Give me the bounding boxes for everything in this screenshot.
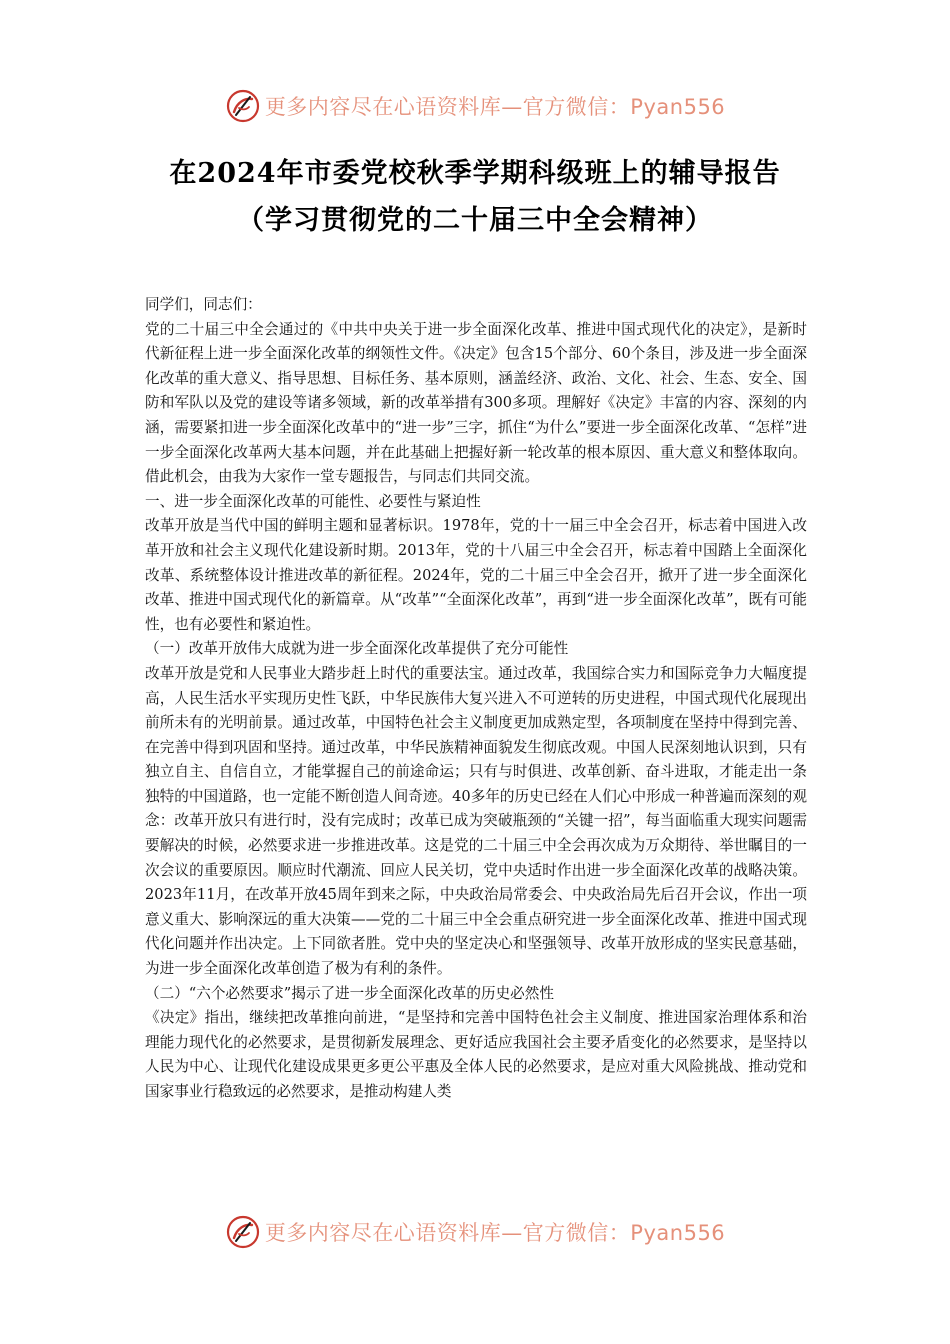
document-body: [145, 293, 807, 1105]
title-main: 在2024年市委党校秋季学期科级班上的辅导报告: [169, 158, 781, 189]
subsection-heading-2: （二）“六个必然要求”揭示了进一步全面深化改革的历史必然性: [145, 984, 554, 1002]
paragraph-six-requirements: 《决定》指出，继续把改革推向前进，“是坚持和完善中国特色社会主义制度、推进国家治理体系和治理能力现代化的必然要求，是贯彻新发展理念、更好适应我国社会主要矛盾变化的必然要求，是坚持以人民为中心、让现代化建设成果更多更公平惠及全体人民的必然要求，是应对重大风险挑战、推动党和国家事业行稳致远的必然要求，是推动构建人类: [145, 1009, 807, 1100]
paragraph-reform-history: 改革开放是当代中国的鲜明主题和显著标识。1978年，党的十一届三中全会召开，标志着中国进入改革开放和社会主义现代化建设新时期。2013年，党的十八届三中全会召开，标志着中国踏上全面深化改革、系统整体设计推进改革的新征程。2024年，党的二十届三中全会召开，掀开了进一步全面深化改革、推进中国式现代化的新篇章。从“改革”“全面深化改革”，再到“进一步全面深化改革”，既有可能性，也有必要性和紧迫性。: [145, 517, 807, 633]
title-subtitle: （学习贯彻党的二十届三中全会精神）: [237, 205, 713, 236]
paragraph-salutation: 同学们，同志们：: [145, 296, 262, 313]
section-heading-1: 一、进一步全面深化改革的可能性、必要性与紧迫性: [145, 492, 481, 510]
watermark-header: [0, 84, 950, 128]
document-title: [0, 150, 950, 244]
subsection-heading-1: （一）改革开放伟大成就为进一步全面深化改革提供了充分可能性: [145, 640, 569, 658]
paragraph-reform-achievements: 改革开放是党和人民事业大踏步赶上时代的重要法宝。通过改革，我国综合实力和国际竞争力大幅度提高，人民生活水平实现历史性飞跃，中华民族伟大复兴进入不可逆转的历史进程，中国式现代化展现出前所未有的光明前景。通过改革，中国特色社会主义制度更加成熟定型，各项制度在坚持中得到完善、在完善中得到巩固和坚持。通过改革，中华民族精神面貌发生彻底改观。中国人民深刻地认识到，只有独立自主、自信自立，才能掌握自己的前途命运；只有与时俱进、改革创新、奋斗进取，才能走出一条独特的中国道路，也一定能不断创造人间奇迹。40多年的历史已经在人们心中形成一种普遍而深刻的观念：改革开放只有进行时，没有完成时；改革已成为突破瓶颈的“关键一招”，每当面临重大现实问题需要解决的时候，必然要求进一步推进改革。这是党的二十届三中全会再次成为万众期待、举世瞩目的一次会议的重要原因。顺应时代潮流、回应人民关切，党中央适时作出进一步全面深化改革的战略决策。2023年11月，在改革开放45周年到来之际，中央政治局常委会、中央政治局先后召开会议，作出一项意义重大、影响深远的重大决策——党的二十届三中全会重点研究进一步全面深化改革、推进中国式现代化问题并作出决定。上下同欲者胜。党中央的坚定决心和坚强领导、改革开放形成的坚实民意基础，为进一步全面深化改革创造了极为有利的条件。: [145, 664, 807, 978]
paragraph-intro: 党的二十届三中全会通过的《中共中央关于进一步全面深化改革、推进中国式现代化的决定》，是新时代新征程上进一步全面深化改革的纲领性文件。《决定》包含15个部分、60个条目，涉及进一步全面深化改革的重大意义、指导思想、目标任务、基本原则，涵盖经济、政治、文化、社会、生态、安全、国防和军队以及党的建设等诸多领域，新的改革举措有300多项。理解好《决定》丰富的内容、深刻的内涵，需要紧扣进一步全面深化改革中的“进一步”三字，抓住“为什么”要进一步全面深化改革、“怎样”进一步全面深化改革两大基本问题，并在此基础上把握好新一轮改革的根本原因、重大意义和整体取向。借此机会，由我为大家作一堂专题报告，与同志们共同交流。: [145, 320, 807, 486]
watermark-footer: [0, 1210, 950, 1254]
watermark-text: 更多内容尽在心语资料库—官方微信：Pyan556: [264, 1221, 726, 1245]
watermark-text: 更多内容尽在心语资料库—官方微信：Pyan556: [264, 95, 726, 119]
stamp-logo-icon: [225, 1214, 261, 1250]
stamp-logo-icon: [225, 88, 261, 124]
